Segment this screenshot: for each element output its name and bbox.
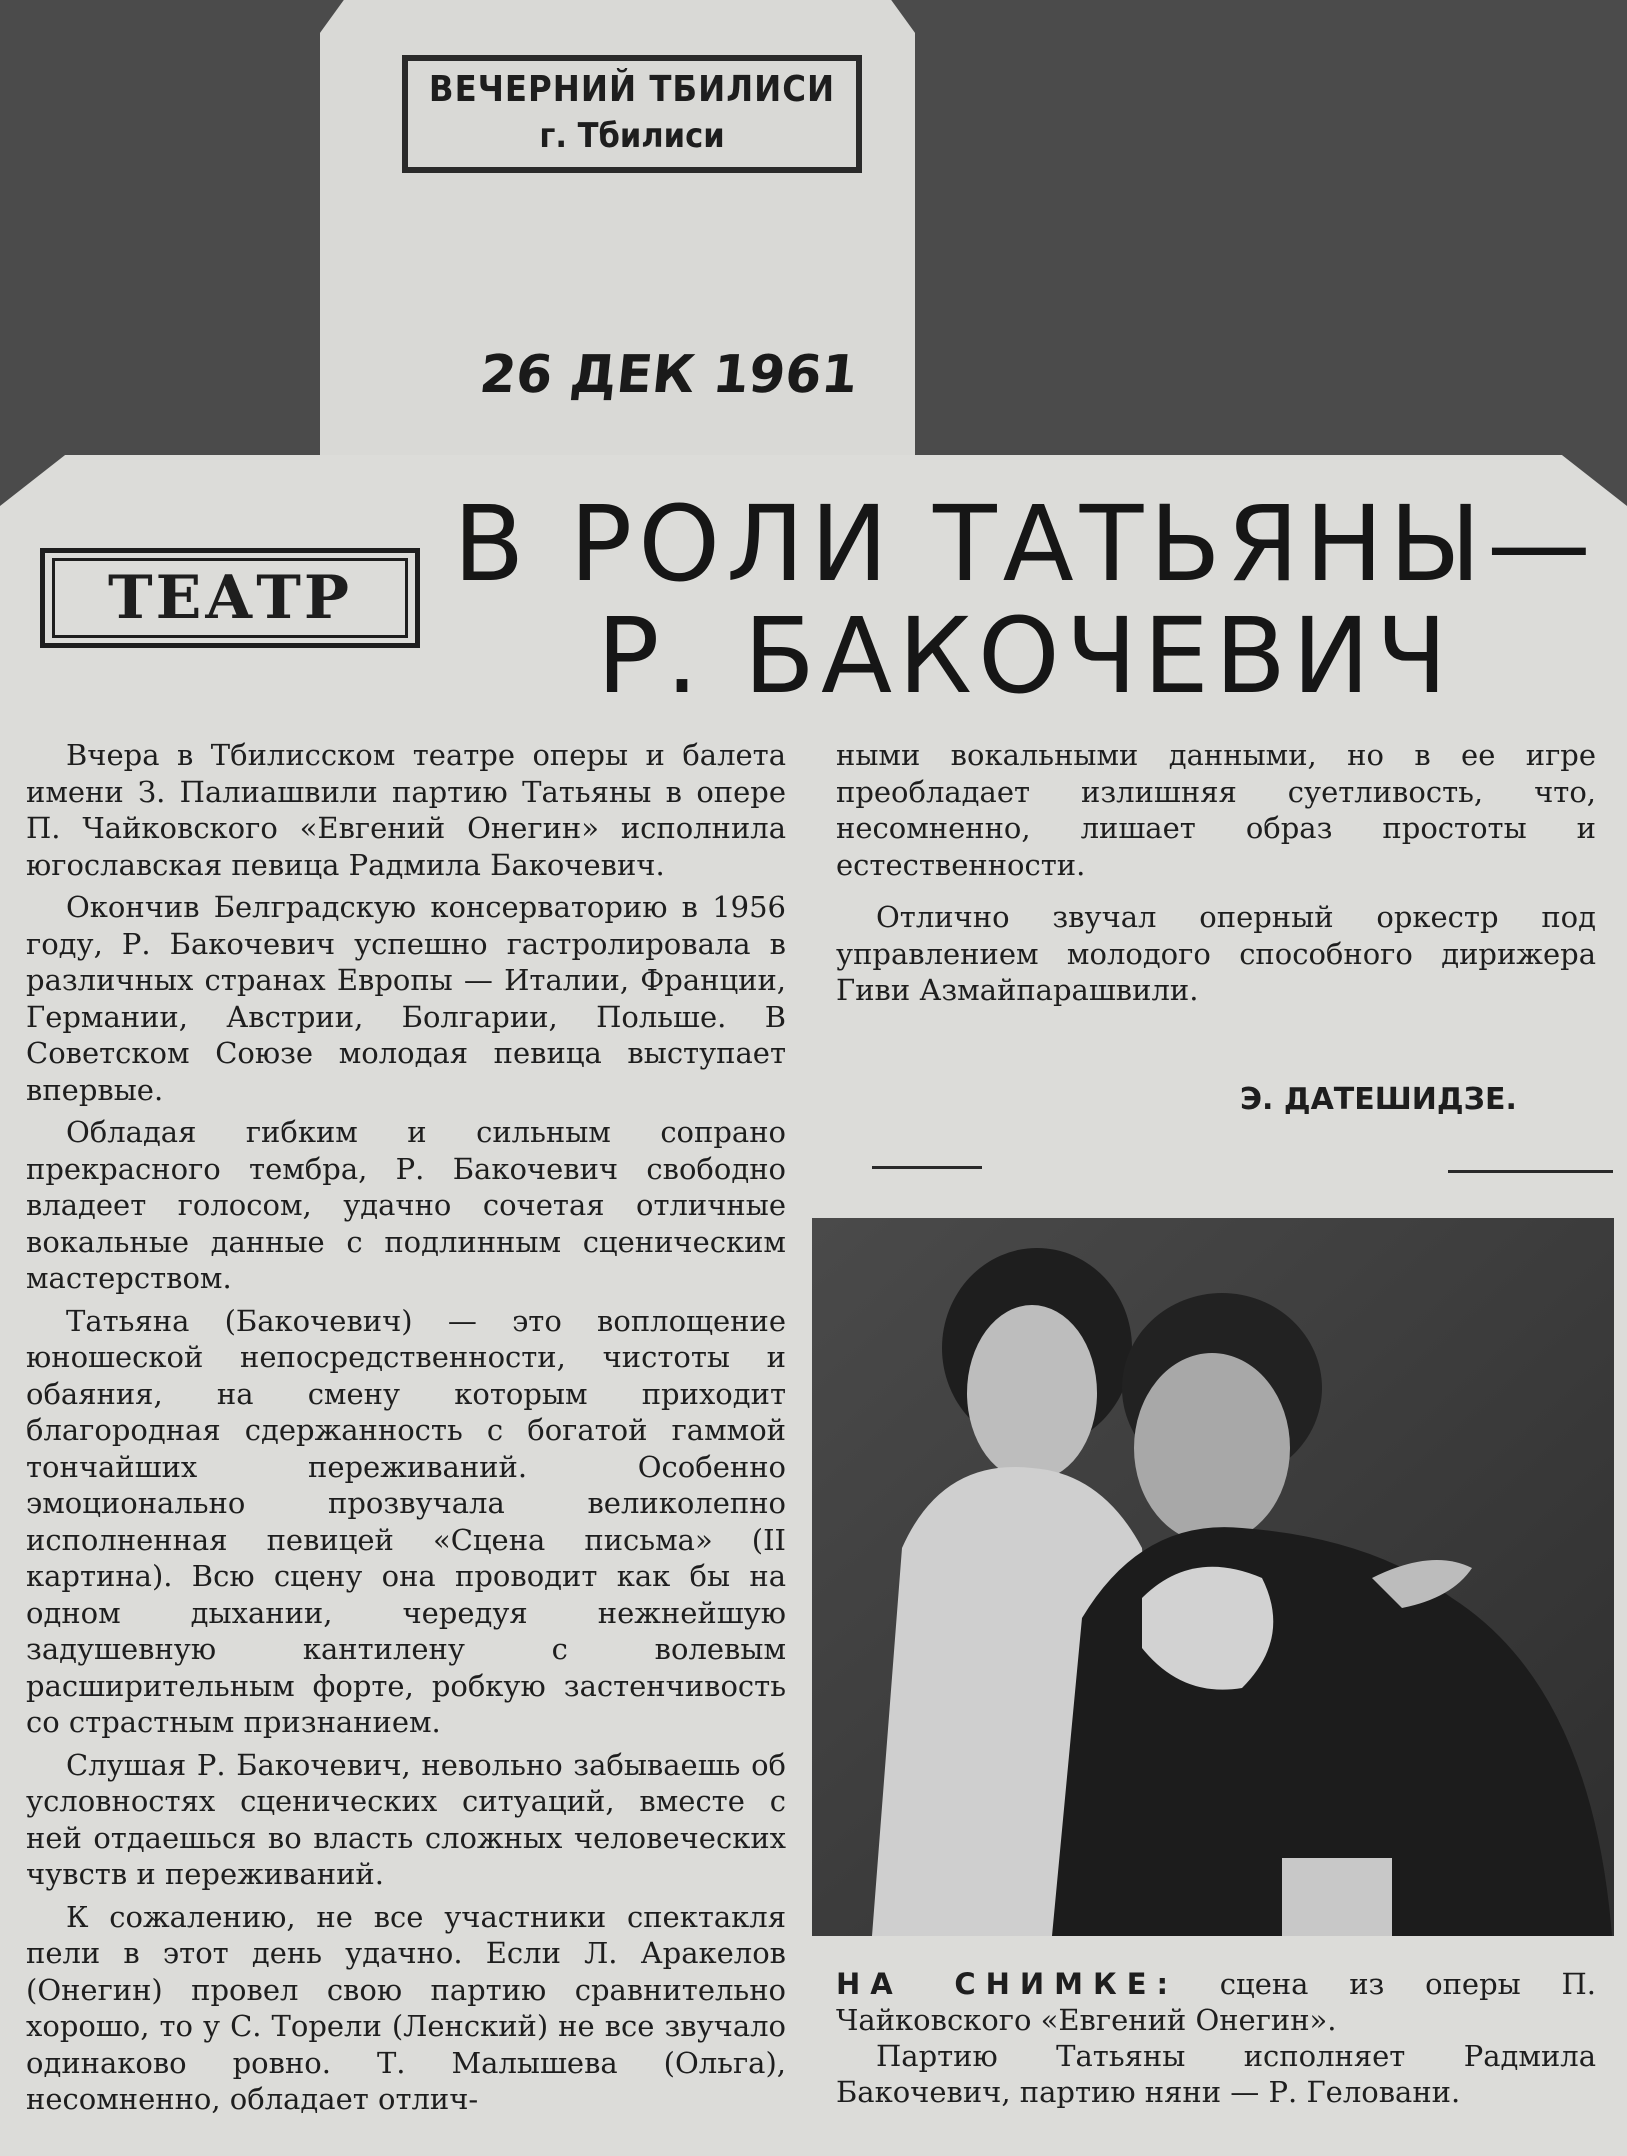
- caption-lead: НА СНИМКЕ:: [836, 1967, 1179, 2001]
- paragraph: Окончив Белградскую консерваторию в 1956 году, Р. Бакочевич успешно гастролировала в различных странах Европы — Италии, Франции, Германии, Австрии, Болгарии, Польше. В Советском Союзе молодая певица выступает впервые.: [26, 890, 786, 1107]
- divider-rule: [872, 1166, 982, 1169]
- opera-scene-photo: [812, 1218, 1614, 1936]
- date-stamp: 26 ДЕК 1961: [476, 345, 861, 405]
- paragraph: Отлично звучал оперный оркестр под управлением молодого способного дирижера Гиви Азмайпарашвили.: [836, 900, 1596, 1007]
- rubric-label: ТЕАТР: [52, 558, 408, 638]
- article-right-column: [836, 737, 1596, 1015]
- paragraph: ными вокальными данными, но в ее игре преобладает излишняя суетливость, что, несомненно, лишает образ простоты и естественности.: [836, 738, 1596, 882]
- photo-caption: [836, 1966, 1596, 2110]
- stamp-city: г. Тбилиси: [539, 116, 725, 156]
- paragraph: Татьяна (Бакочевич) — это воплощение юношеской непосредственности, чистоты и обаяния, на смену которым приходит благородная сдержанность с богатой гаммой тончайших переживаний. Особенно эмоционально прозвучала великолепно исполненная певицей «Сцена письма» (II картина). Всю сцену она проводит как бы на одном дыхании, чередуя нежнейшую задушевную кантилену с волевым расширительным форте, робкую застенчивость со страстным признанием.: [26, 1303, 786, 1739]
- paragraph: Обладая гибким и сильным сопрано прекрасного тембра, Р. Бакочевич свободно владеет голосом, удачно сочетая отличные вокальные данные с подлинным сценическим мастерством.: [26, 1115, 786, 1295]
- photo-illustration: [812, 1218, 1614, 1936]
- author-signature: Э. ДАТЕШИДЗЕ.: [1240, 1082, 1517, 1117]
- paragraph: К сожалению, не все участники спектакля пели в этот день удачно. Если Л. Аракелов (Онегин) провел свою партию сравнительно хорошо, то у С. Торели (Ленский) не все звучало одинаково ровно. Т. Малышева (Ольга), несомненно, обладает отлич-: [26, 1899, 786, 2116]
- caption-line-2: Партию Татьяны исполняет Радмила Бакочевич, партию няни — Р. Геловани.: [836, 2039, 1596, 2109]
- article-headline: [440, 483, 1610, 717]
- article-left-column: [26, 737, 786, 2124]
- paragraph: Вчера в Тбилисском театре оперы и балета имени З. Палиашвили партию Татьяны в опере П. Чайковского «Евгений Онегин» исполнила югославская певица Радмила Бакочевич.: [26, 738, 786, 882]
- paragraph: Слушая Р. Бакочевич, невольно забываешь об условностях сценических ситуаций, вместе с ней отдаешься во власть сложных человеческих чувств и переживаний.: [26, 1747, 786, 1891]
- stamp-title: ВЕЧЕРНИЙ ТБИЛИСИ: [428, 69, 836, 110]
- divider-rule: [1448, 1170, 1613, 1173]
- rubric-box: [40, 548, 420, 648]
- headline-line-2: Р. БАКОЧЕВИЧ: [596, 595, 1454, 717]
- newspaper-stamp: [402, 55, 862, 173]
- caption-line-1: сцена из оперы П. Чайковского «Евгений Онегин».: [836, 1967, 1596, 2037]
- headline-line-1: В РОЛИ ТАТЬЯНЫ—: [453, 483, 1597, 605]
